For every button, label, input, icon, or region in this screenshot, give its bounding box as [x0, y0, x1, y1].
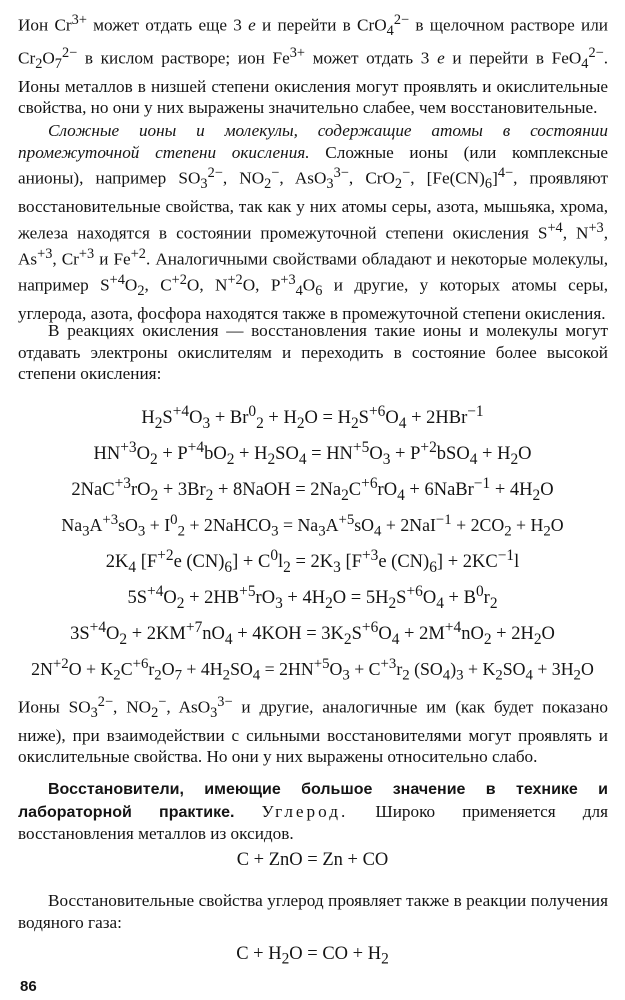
page-number: 86	[20, 978, 37, 995]
paragraph-4: Ионы $SO_3^{2-}$, $NO_2^-$, AsO$_3^{3-}$ и другие, аналогичные им (как будет показано ниже), при взаимодействии с сильными восстановителями могут проявлять и окислительные свойства. Но они у них выражены относительно слабо.	[18, 694, 608, 767]
equation-1: $H_2S^{+4}O_3 + Br^0_2 + H_2O = H_2S^{+6}O_4 + 2HBr^{-1}$	[141, 403, 484, 432]
equation-10: $C + H_2O$ = CO + $H_2$	[236, 944, 389, 968]
equation-4: $Na_3A^{+3}sO_3 + I^0_2$ + 2NaHCO$_3$ = $Na_3A^{+5}sO_4 + 2NaI^{-1} + 2CO_2 + H_2O$	[61, 512, 564, 540]
equation-7: $3S^{+4}O_2 + 2KM^{+7}nO_4 + 4KOH = 3K_2S^{+6}O_4 + 2M^{+4}nO_2 + 2H_2O$	[70, 619, 555, 648]
paragraph-2: Сложные ионы и молекулы, содержащие атомы в состоянии промежуточной степени окисления. Сложные ионы (или комплексные анионы), например $SO_3^{2-}$, $NO_2^-$, AsO$_3^{3-}$, CrO$_2$−, $[Fe(CN)_6]^{4-}$, проявляют восстановительные свойства, так как у них атомы серы, азота, мышьяка, хрома, железа находятся в состоянии промежуточной степени окисления $S^{+4}$, $N^{+3}$, $As^{+3}$, $Cr^{+3}$ и $Fe^{+2}$. Аналогичными свойствами обладают и некоторые молекулы, например $S^{+4}O_2$, $C^{+2}O$, $N^{+2}O$, $P^{+3}_4O_6$ и другие, у которых атомы серы, углерода, азота, фосфора находятся также в промежуточной степени окисления.	[18, 121, 609, 323]
paragraph-3: В реакциях окисления — восстановления такие ионы и молекулы могут отдавать электроны окислителям и переходить в состояние более высокой степени окисления:	[18, 321, 608, 384]
equation-3: $2NaC^{+3}rO_2 + 3Br_2$ + 8NaOH = $2Na_2C^{+6}rO_4$ + 6NaBr$^{-1}$ + $4H_2O$	[71, 475, 554, 504]
equation-9: C + ZnO = Zn + CO	[236, 850, 389, 870]
paragraph-6: Восстановительные свойства углерод проявляет также в реакции получения водяного газа:	[18, 891, 608, 932]
paragraph-5: Восстановители, имеющие большое значение в технике и лабораторной практике. Углерод. Широко применяется для восстановления металлов из оксидов.	[18, 781, 608, 844]
paragraph-1: Ион $Cr^{3+}$ может отдать еще 3 e и перейти в CrO$_4^{2-}$ в щелочном растворе или $Cr_2O_7^{2-}$ в кислом растворе; ион $Fe^{3+}$ может отдать 3 e и перейти в FeO$_4^{2-}$. Ионы металлов в низшей степени окисления могут проявлять и окислительные свойства, но они у них выражены значительно слабее, чем восстановительные.	[18, 12, 609, 118]
equation-6: $5S^{+4}O_2 + 2HB^{+5}rO_3 + 4H_2O = 5H_2S^{+6}O_4 + B^0r_2$	[127, 583, 498, 612]
equation-2: $HN^{+3}O_2 + P^{+4}bO_2 + H_2SO_4 = HN^{+5}O_3 + P^{+2}bSO_4 + H_2O$	[93, 439, 532, 468]
equation-8: $2N^{+2}O + K_2C^{+6}r_2O_7 + 4H_2SO_4 = 2HN^{+5}O_3 + C^{+3}r_2$ $(SO_4)_3 + K_2SO_4 + 3H_2O$	[31, 656, 594, 684]
equation-5: $2K_4$ [$F^{+2}e$ $(CN)_6] + C^0l_2 = 2K_3$ [$F^{+3}e$ $(CN)_6] + 2KC^{-1}l$	[105, 547, 520, 576]
